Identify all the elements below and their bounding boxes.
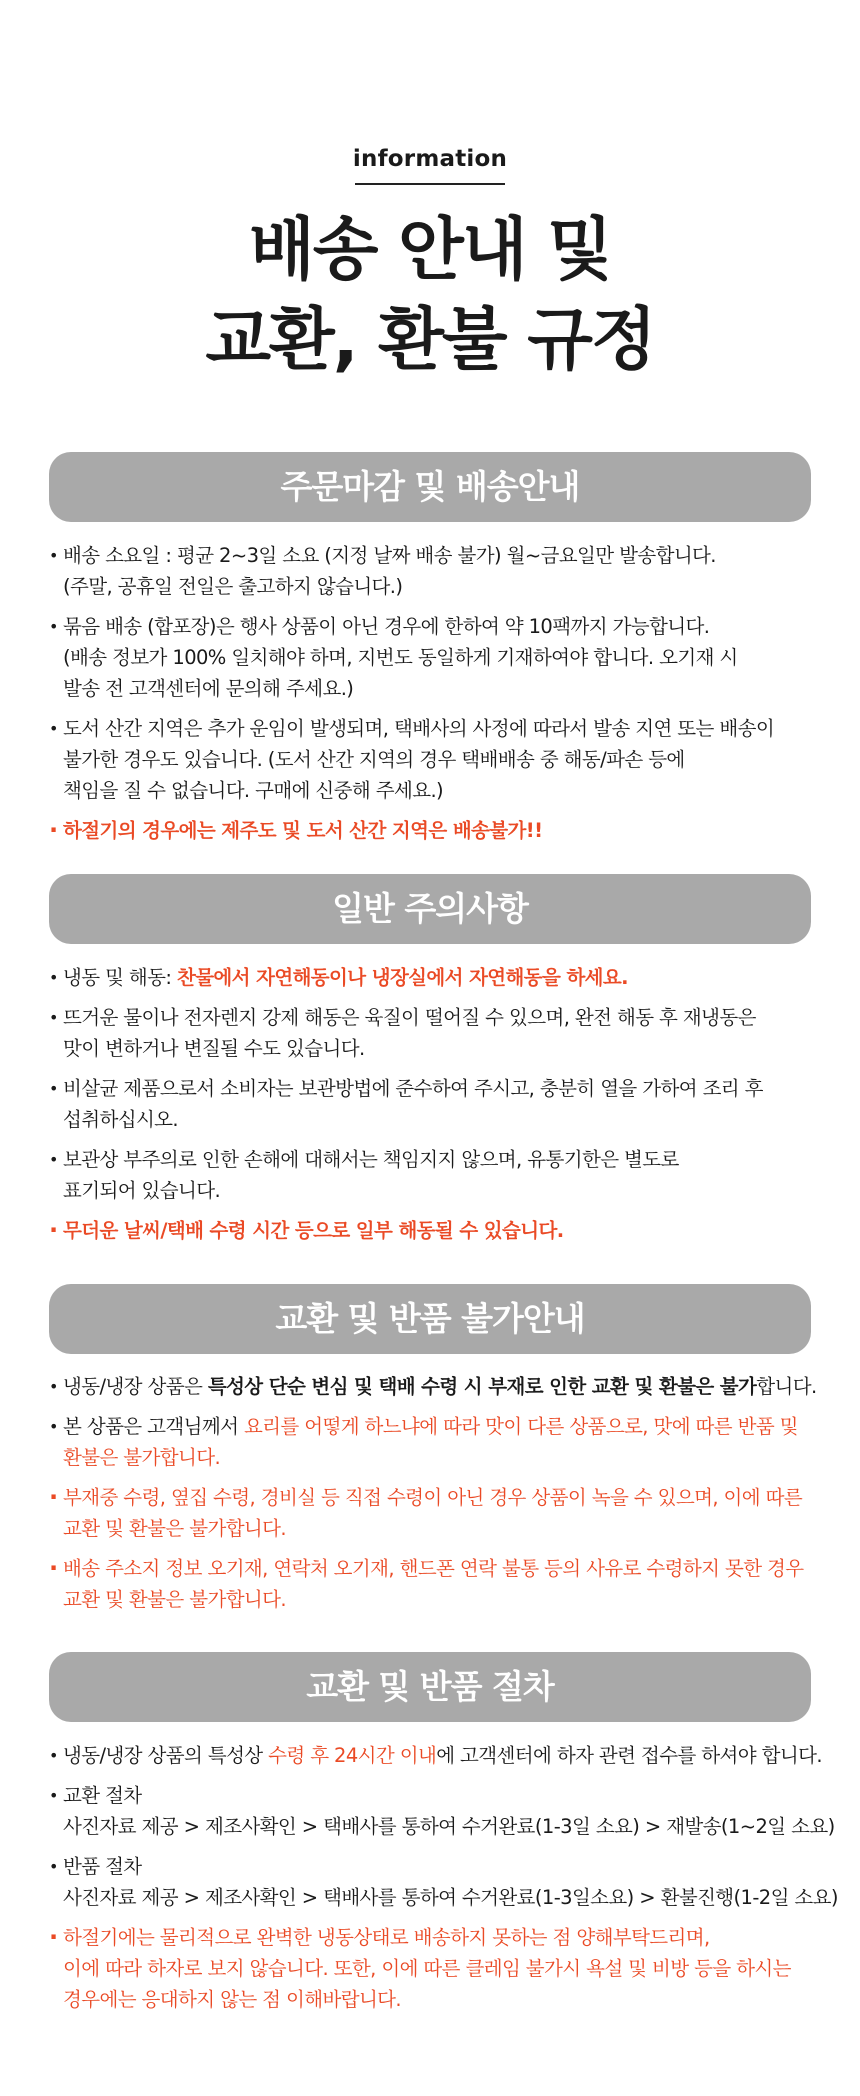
item-text: [63, 962, 839, 993]
item-prefix: 냉동/냉장 상품의 특성상: [63, 1744, 269, 1767]
item-text: · 부재중 수령, 옆집 수령, 경비실 등 직접 수령이 아닌 경우 상품이 녹을 수 있으며, 이에 따른: [63, 1486, 803, 1509]
item-text: 발송 전 고객센터에 문의해 주세요.): [63, 677, 354, 700]
item-prefix: 냉동/냉장 상품은: [63, 1375, 208, 1398]
list-item: [49, 1002, 839, 1064]
list-item: [49, 1144, 839, 1206]
item-highlight: 수령 후 24시간 이내: [268, 1744, 437, 1767]
item-text: 경우에는 응대하지 않는 점 이해바랍니다.: [63, 1988, 402, 2011]
section-list-no-return: [49, 1371, 839, 1624]
item-suffix: 에 고객센터에 하자 관련 접수를 하셔야 합니다.: [436, 1744, 822, 1767]
warning-item: [49, 1482, 839, 1544]
warning-item: [49, 1922, 839, 2015]
item-text: 교환 및 환불은 불가합니다.: [63, 1517, 287, 1540]
item-text: · 배송 주소지 정보 오기재, 연락처 오기재, 핸드폰 연락 불통 등의 사유로 수령하지 못한 경우: [63, 1557, 804, 1580]
item-text: • 교환 절차: [63, 1784, 142, 1807]
item-text: • 도서 산간 지역은 추가 운임이 발생되며, 택배사의 사정에 따라서 발송 지연 또는 배송이: [63, 717, 775, 740]
warning-item: [49, 815, 839, 846]
item-prefix: 본 상품은 고객님께서: [63, 1415, 244, 1438]
item-highlight: 찬물에서 자연해동이나 냉장실에서 자연해동을 하세요.: [176, 966, 628, 989]
item-bold: 특성상 단순 변심 및 택배 수령 시 부재로 인한 교환 및 환불은 불가: [207, 1375, 757, 1398]
item-text: • 보관상 부주의로 인한 손해에 대해서는 책임지지 않으며, 유통기한은 별도로: [63, 1148, 679, 1171]
eyebrow-underline: [355, 183, 505, 185]
list-item: [49, 1740, 839, 1771]
section-list-return-procedure: [49, 1740, 839, 2024]
section-list-order-shipping: [49, 540, 839, 855]
item-text: • 배송 소요일 : 평균 2~3일 소요 (지정 날짜 배송 불가) 월~금요일만 발송합니다.: [63, 544, 716, 567]
list-item: [49, 713, 839, 806]
item-text: 교환 및 환불은 불가합니다.: [63, 1588, 287, 1611]
item-text: [63, 1371, 839, 1402]
list-item: [49, 1411, 839, 1473]
warning-item: [49, 1553, 839, 1615]
warning-item: [49, 1215, 839, 1246]
list-item: [49, 1371, 839, 1402]
item-text: 사진자료 제공 > 제조사확인 > 택배사를 통하여 수거완료(1-3일 소요) > 재발송(1~2일 소요): [63, 1815, 835, 1838]
section-title-no-return: 교환 및 반품 불가안내: [49, 1284, 811, 1354]
eyebrow-label: information: [352, 146, 508, 172]
page-title-line1: 배송 안내 및: [249, 211, 611, 290]
item-text: · 무더운 날씨/택배 수령 시간 등으로 일부 해동될 수 있습니다.: [63, 1219, 564, 1242]
item-text: (배송 정보가 100% 일치해야 하며, 지번도 동일하게 기재하여야 합니다. 오기재 시: [63, 646, 738, 669]
item-text: (주말, 공휴일 전일은 출고하지 않습니다.): [63, 575, 403, 598]
item-text: 사진자료 제공 > 제조사확인 > 택배사를 통하여 수거완료(1-3일소요) > 환불진행(1-2일 소요): [63, 1886, 838, 1909]
item-text: [63, 1740, 839, 1771]
item-text: 이에 따라 하자로 보지 않습니다. 또한, 이에 따른 클레임 불가시 욕설 및 비방 등을 하시는: [63, 1957, 791, 1980]
list-item: [49, 1851, 839, 1913]
item-text: 환불은 불가합니다.: [63, 1446, 221, 1469]
item-text: 맛이 변하거나 변질될 수도 있습니다.: [63, 1037, 365, 1060]
item-text: 섭취하십시오.: [63, 1108, 179, 1131]
item-text: • 비살균 제품으로서 소비자는 보관방법에 준수하여 주시고, 충분히 열을 가하여 조리 후: [63, 1077, 763, 1100]
section-list-general-notice: [49, 962, 839, 1255]
list-item: [49, 540, 839, 602]
item-text: • 반품 절차: [63, 1855, 142, 1878]
item-text: [63, 1411, 839, 1442]
item-highlight: 요리를 어떻게 하느냐에 따라 맛이 다른 상품으로, 맛에 따른 반품 및: [243, 1415, 798, 1438]
item-text: · 하절기에는 물리적으로 완벽한 냉동상태로 배송하지 못하는 점 양해부탁드리며,: [63, 1926, 710, 1949]
list-item: [49, 962, 839, 993]
item-text: 불가한 경우도 있습니다. (도서 산간 지역의 경우 택배배송 중 해동/파손 등에: [63, 748, 685, 771]
item-text: • 묶음 배송 (합포장)은 행사 상품이 아닌 경우에 한하여 약 10팩까지 가능합니다.: [63, 615, 710, 638]
list-item: [49, 1780, 839, 1842]
section-title-general-notice: 일반 주의사항: [49, 874, 811, 944]
list-item: [49, 1073, 839, 1135]
item-text: 책임을 질 수 없습니다. 구매에 신중해 주세요.): [63, 779, 444, 802]
item-text: · 하절기의 경우에는 제주도 및 도서 산간 지역은 배송불가!!: [63, 819, 543, 842]
item-prefix: 냉동 및 해동:: [63, 966, 177, 989]
item-text: • 뜨거운 물이나 전자렌지 강제 해동은 육질이 떨어질 수 있으며, 완전 해동 후 재냉동은: [63, 1006, 756, 1029]
section-title-order-shipping: 주문마감 및 배송안내: [49, 452, 811, 522]
item-suffix: 합니다.: [756, 1375, 817, 1398]
list-item: [49, 611, 839, 704]
section-title-return-procedure: 교환 및 반품 절차: [49, 1652, 811, 1722]
page-title-line2: 교환, 환불 규정: [205, 301, 655, 380]
item-text: 표기되어 있습니다.: [63, 1179, 221, 1202]
